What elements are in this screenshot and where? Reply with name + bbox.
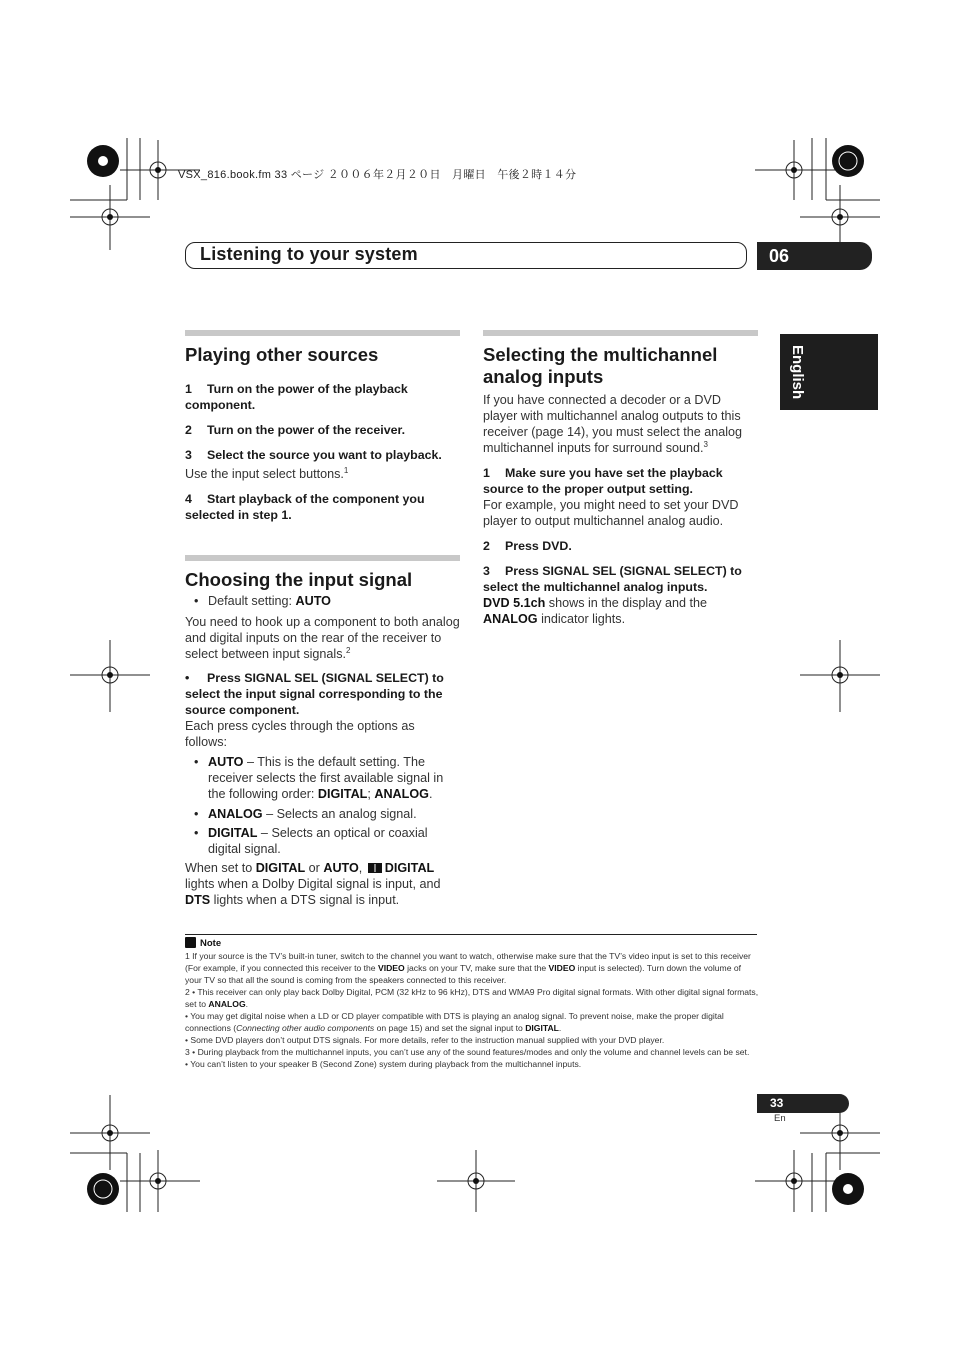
footnote-ref-3: 3 <box>703 439 708 449</box>
page-title: Listening to your system <box>200 244 418 264</box>
option-analog: • ANALOG – Selects an analog signal. <box>185 806 460 822</box>
signal-sel-step: • Press SIGNAL SEL (SIGNAL SELECT) to select the input signal corresponding to the source component. <box>185 671 444 717</box>
mc-step-3-result: DVD 5.1ch shows in the display and the ANALOG indicator lights. <box>483 596 708 626</box>
page-number: 33 <box>757 1094 849 1113</box>
footnote-ref-2: 2 <box>346 645 351 655</box>
indicator-text: When set to DIGITAL or AUTO, DIGITAL lights when a Dolby Digital signal is input, and DTS lights when a DTS signal is input. <box>185 861 441 907</box>
option-auto: • AUTO – This is the default setting. The receiver selects the first available signal in the following order: DIGITAL; ANALOG. <box>185 754 460 802</box>
section-title-multichannel: Selecting the multichannel analog inputs <box>483 344 718 387</box>
section-rule <box>483 330 758 336</box>
multichannel-intro: If you have connected a decoder or a DVD player with multichannel analog outputs to this receiver (page 14), you must select the analog multichannel inputs for surround sound.$^3$ <box>483 393 743 455</box>
mc-step-1: 1 Make sure you have set the playback source to the proper output setting. <box>483 466 723 496</box>
note-1: 1 If your source is the TV’s built-in tuner, switch to the channel you want to watch, otherwise make sure that the TV’s video input is set to this receiver (For example, if you connected this receiver to the VIDEO jacks on your TV, make sure that the VIDEO input is selected). Turn down the volume of your TV so that all the sound is coming from the speakers connected to this receiver. <box>185 951 751 985</box>
left-column <box>185 330 460 908</box>
notes-title: Note <box>200 938 222 949</box>
note-2c: • Some DVD players don’t output DTS signals. For more details, refer to the instruction manual supplied with your DVD player. <box>185 1035 665 1045</box>
notes <box>185 937 760 1070</box>
section-title-playing: Playing other sources <box>185 344 379 365</box>
page-language: En <box>774 1113 786 1124</box>
note-2b: • You may get digital noise when a LD or CD player compatible with DTS is playing an analog signal. To prevent noise, make the proper digital connections (Connecting other audio components on page 15) and set the signal input to DIGITAL. <box>185 1011 724 1033</box>
notes-rule <box>185 934 757 935</box>
step-3: 3 Select the source you want to playback. <box>185 448 442 462</box>
chapter-number: 06 <box>757 242 872 270</box>
right-column <box>483 330 758 627</box>
dolby-logo-icon <box>368 863 382 873</box>
option-digital: • DIGITAL – Selects an optical or coaxial digital signal. <box>185 825 460 857</box>
step-1: 1 Turn on the power of the playback component. <box>185 382 408 412</box>
note-3: 3 • During playback from the multichannel inputs, you can’t use any of the sound features/modes and only the volume and channel levels can be set. <box>185 1047 750 1057</box>
default-setting: • Default setting: AUTO <box>185 593 460 609</box>
step-2: 2 Turn on the power of the receiver. <box>185 423 406 437</box>
step-3-body: Use the input select buttons.$^1$ <box>185 465 349 481</box>
mc-step-3: 3 Press SIGNAL SEL (SIGNAL SELECT) to select the multichannel analog inputs. <box>483 564 742 594</box>
note-2: 2 • This receiver can only play back Dolby Digital, PCM (32 kHz to 96 kHz), DTS and WMA9 Pro digital signal formats. With other digital signal formats, set to ANALOG. <box>185 987 759 1009</box>
input-signal-intro: You need to hook up a component to both analog and digital inputs on the rear of the receiver to select between input signals.$^2$ <box>185 615 460 661</box>
footnote-ref-1: 1 <box>343 465 349 475</box>
section-title-input-signal: Choosing the input signal <box>185 569 413 590</box>
cycle-text: Each press cycles through the options as follows: <box>185 719 415 749</box>
note-icon <box>185 937 196 948</box>
note-3b: • You can’t listen to your speaker B (Second Zone) system during playback from the multichannel inputs. <box>185 1059 582 1069</box>
section-rule <box>185 555 460 561</box>
mc-step-2: 2 Press DVD. <box>483 539 572 553</box>
print-header: VSX_816.book.fm 33 ページ ２００６年２月２０日 月曜日 午後２時１４分 <box>178 169 577 181</box>
section-rule <box>185 330 460 336</box>
step-4: 4 Start playback of the component you selected in step 1. <box>185 492 425 522</box>
mc-step-1-body: For example, you might need to set your DVD player to output multichannel analog audio. <box>483 498 739 528</box>
language-tab-label: English <box>789 345 806 400</box>
